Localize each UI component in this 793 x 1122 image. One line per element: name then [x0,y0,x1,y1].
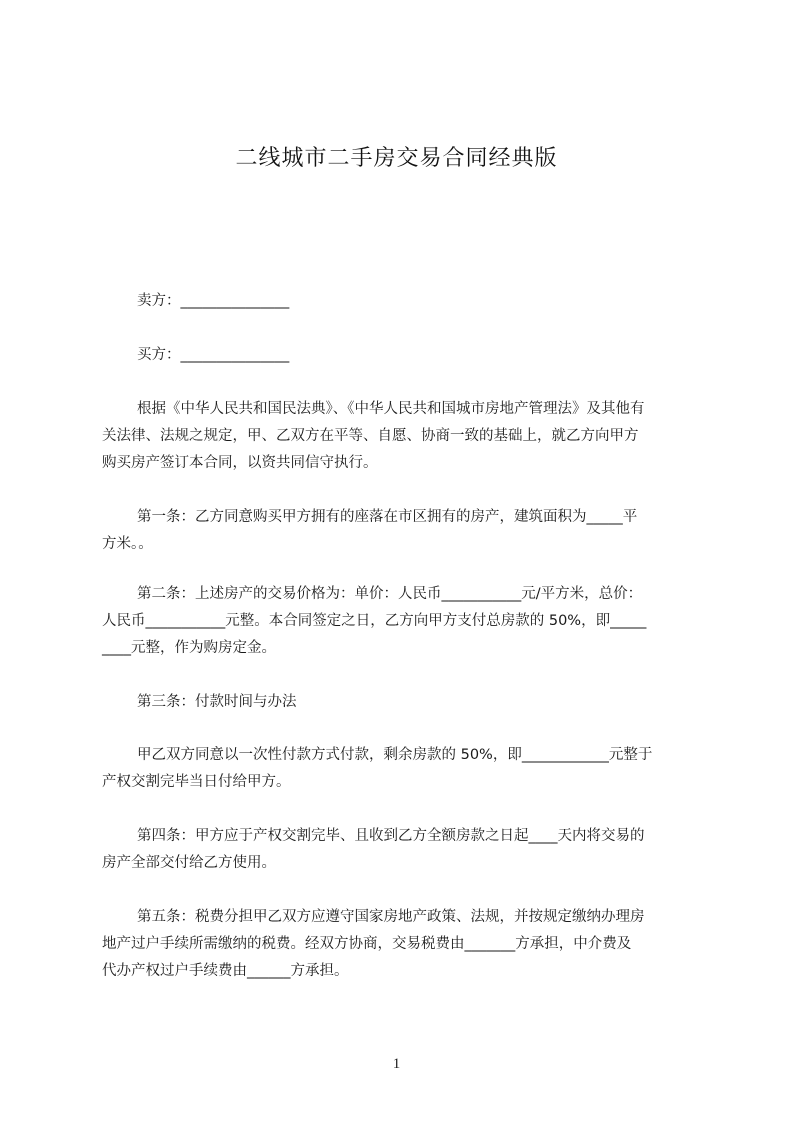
paragraph-line: 第一条：乙方同意购买甲方拥有的座落在市区拥有的房产，建筑面积为_____平 [137,509,638,525]
paragraph-line: 甲乙双方同意以一次性付款方式付款，剩余房款的 50%，即____________元整于 [137,747,653,763]
seller-line: 卖方：_______________ [137,293,290,309]
paragraph-line: 房产全部交付给乙方使用。 [102,855,276,871]
buyer-line: 买方：_______________ [137,347,290,363]
document-title: 二线城市二手房交易合同经典版 [235,146,558,171]
paragraph-line: 第四条：甲方应于产权交割完毕、且收到乙方全额房款之日起____天内将交易的 [137,828,645,844]
paragraph-line: 根据《中华人民共和国民法典》、《中华人民共和国城市房地产管理法》及其他有 [137,401,645,417]
paragraph-line: 第二条：上述房产的交易价格为：单价：人民币___________元/平方米，总价： [137,586,643,602]
page-number: 1 [392,1056,401,1072]
paragraph-line: 购买房产签订本合同，以资共同信守执行。 [102,455,378,471]
paragraph-line: 代办产权过户手续费由______方承担。 [102,963,349,979]
paragraph-line: ____元整，作为购房定金。 [102,640,276,656]
paragraph-line: 关法律、法规之规定，甲、乙双方在平等、自愿、协商一致的基础上，就乙方向甲方 [102,428,639,444]
paragraph-line: 产权交割完毕当日付给甲方。 [102,774,291,790]
paragraph-line: 人民币___________元整。本合同签定之日，乙方向甲方支付总房款的 50%，即_____ [102,613,647,629]
paragraph-line: 方米。。 [102,536,153,552]
paragraph-line: 第五条：税费分担甲乙双方应遵守国家房地产政策、法规，并按规定缴纳办理房 [137,909,645,925]
article-3-heading: 第三条：付款时间与办法 [137,694,297,710]
paragraph-line: 地产过户手续所需缴纳的税费。经双方协商，交易税费由_______方承担，中介费及 [102,936,632,952]
